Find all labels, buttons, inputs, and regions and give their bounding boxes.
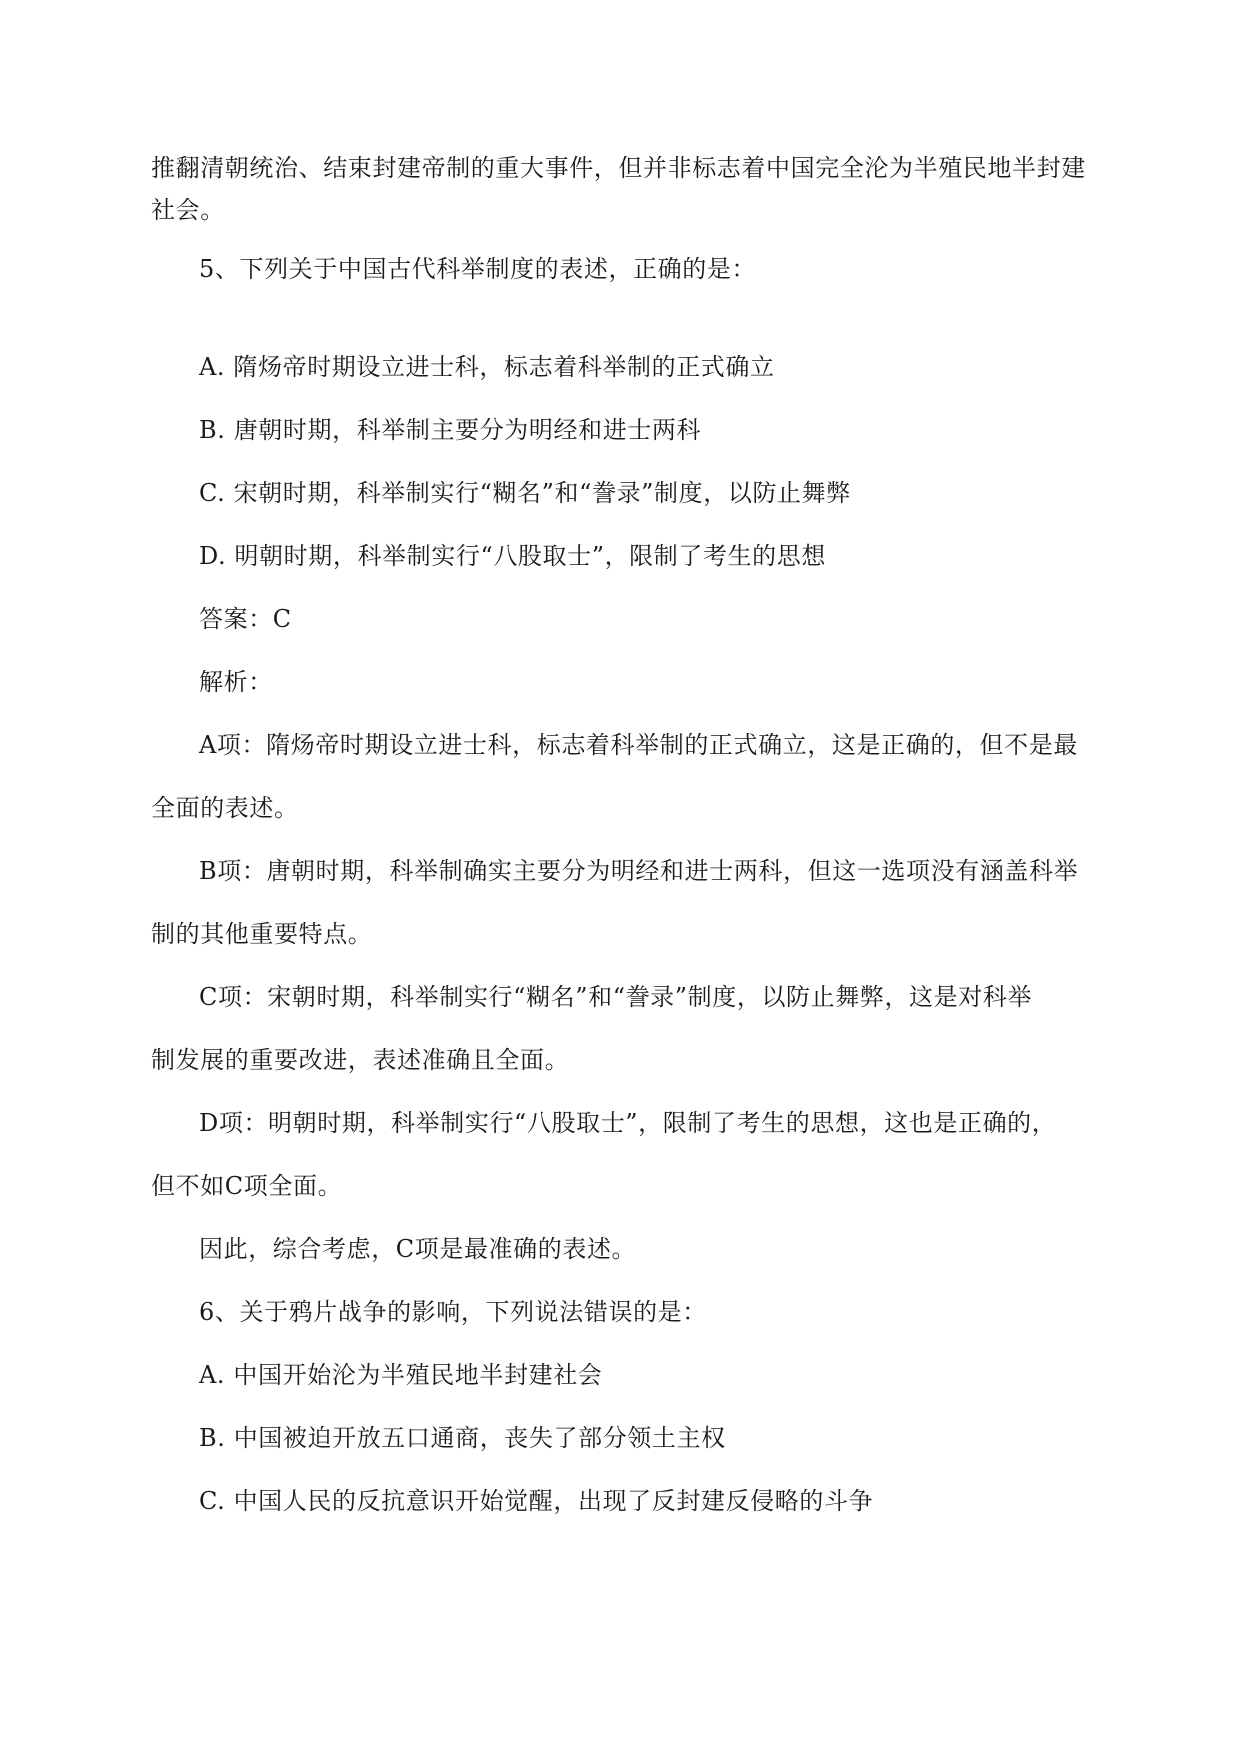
answer-line: 答案：C — [199, 605, 292, 633]
question-5-option-c: C. 宋朝时期，科举制实行“糊名”和“誊录”制度，以防止舞弊 — [199, 479, 851, 507]
analysis-a-line-2: 全面的表述。 — [151, 794, 299, 822]
question-6-option-b: B. 中国被迫开放五口通商，丧失了部分领土主权 — [199, 1424, 726, 1452]
question-5-option-a: A. 隋炀帝时期设立进士科，标志着科举制的正式确立 — [199, 353, 775, 381]
question-6-stem: 6、关于鸦片战争的影响，下列说法错误的是： — [199, 1298, 707, 1326]
analysis-a-line-1: A项：隋炀帝时期设立进士科，标志着科举制的正式确立，这是正确的，但不是最 — [199, 731, 1078, 759]
question-5-option-b: B. 唐朝时期，科举制主要分为明经和进士两科 — [199, 416, 702, 444]
analysis-conclusion: 因此，综合考虑，C项是最准确的表述。 — [199, 1235, 637, 1263]
question-6-option-c: C. 中国人民的反抗意识开始觉醒，出现了反封建反侵略的斗争 — [199, 1487, 874, 1515]
question-5-stem: 5、下列关于中国古代科举制度的表述，正确的是： — [199, 255, 757, 283]
question-6-option-a: A. 中国开始沦为半殖民地半封建社会 — [199, 1361, 603, 1389]
analysis-c-line-1: C项：宋朝时期，科举制实行“糊名”和“誊录”制度，以防止舞弊，这是对科举 — [199, 983, 1033, 1011]
analysis-d-line-1: D项：明朝时期，科举制实行“八股取士”，限制了考生的思想，这也是正确的， — [199, 1109, 1057, 1137]
analysis-d-line-2: 但不如C项全面。 — [151, 1172, 343, 1200]
analysis-c-line-2: 制发展的重要改进，表述准确且全面。 — [151, 1046, 570, 1074]
analysis-b-line-2: 制的其他重要特点。 — [151, 920, 373, 948]
analysis-b-line-1: B项：唐朝时期，科举制确实主要分为明经和进士两科，但这一选项没有涵盖科举 — [199, 857, 1079, 885]
paragraph-line: 推翻清朝统治、结束封建帝制的重大事件，但并非标志着中国完全沦为半殖民地半封建 — [151, 154, 1086, 182]
analysis-heading: 解析： — [199, 668, 273, 696]
question-5-option-d: D. 明朝时期，科举制实行“八股取士”，限制了考生的思想 — [199, 542, 826, 570]
paragraph-line: 社会。 — [151, 196, 225, 224]
